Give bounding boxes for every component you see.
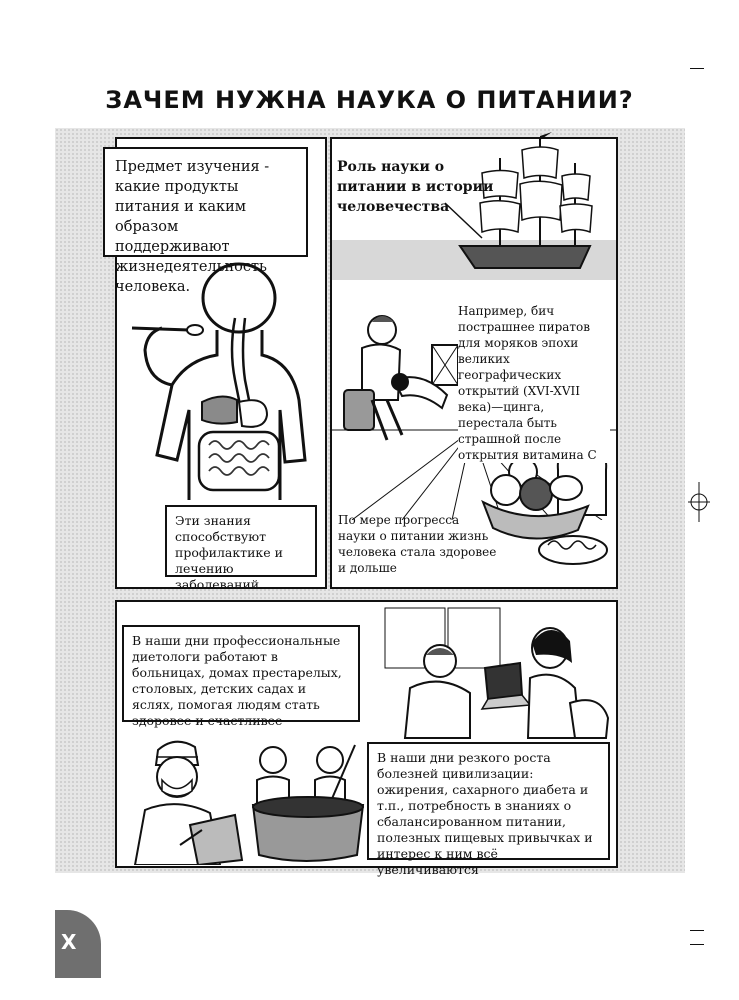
nurse-with-clipboard-illustration — [120, 735, 245, 865]
crop-mark-bottom-right-a — [690, 930, 704, 931]
panel1-note-caption: Эти знания способствуют профилактике и лечению заболеваний — [165, 505, 317, 577]
panel2-progress-caption: По мере прогресса науки о питании жизнь человека стала здоровее и дольше — [338, 513, 497, 575]
cooks-with-pot-illustration — [245, 735, 370, 865]
page-title: ЗАЧЕМ НУЖНА НАУКА О ПИТАНИИ? — [105, 86, 634, 114]
dietologist-consultation-illustration — [370, 603, 615, 743]
panel3-dietologists-caption: В наши дни профессиональные диетологи работают в больницах, домах престарелых, столовых, детских садах и яслях, помогая людям стать здоровее и счастливее — [122, 625, 360, 722]
panel2-scurvy-caption: Например, бич пострашнее пиратов для моряков эпохи великих географических открытий (XVI-XVII века)—цинга, перестала быть страшной после открытия витамина С — [458, 303, 610, 463]
panel3-modern-caption: В наши дни резкого роста болезней цивилизации: ожирения, сахарного диабета и т.п., потребность в знаниях о сбалансированном питании, полезных пищевых привычках и интерес к ним всё увеличиваются — [367, 742, 610, 860]
panel1-intro-caption: Предмет изучения - какие продукты питания и каким образом поддерживают жизнедеятельность человека. — [103, 147, 308, 257]
panel2-heading: Роль науки о питании в истории человечества — [337, 159, 494, 215]
registration-mark-right — [684, 482, 714, 522]
page-number-tab: X — [55, 910, 101, 978]
sick-sailors-illustration — [332, 300, 472, 450]
crop-mark-bottom-right-b — [690, 944, 704, 945]
crop-mark-top-right — [690, 68, 704, 69]
